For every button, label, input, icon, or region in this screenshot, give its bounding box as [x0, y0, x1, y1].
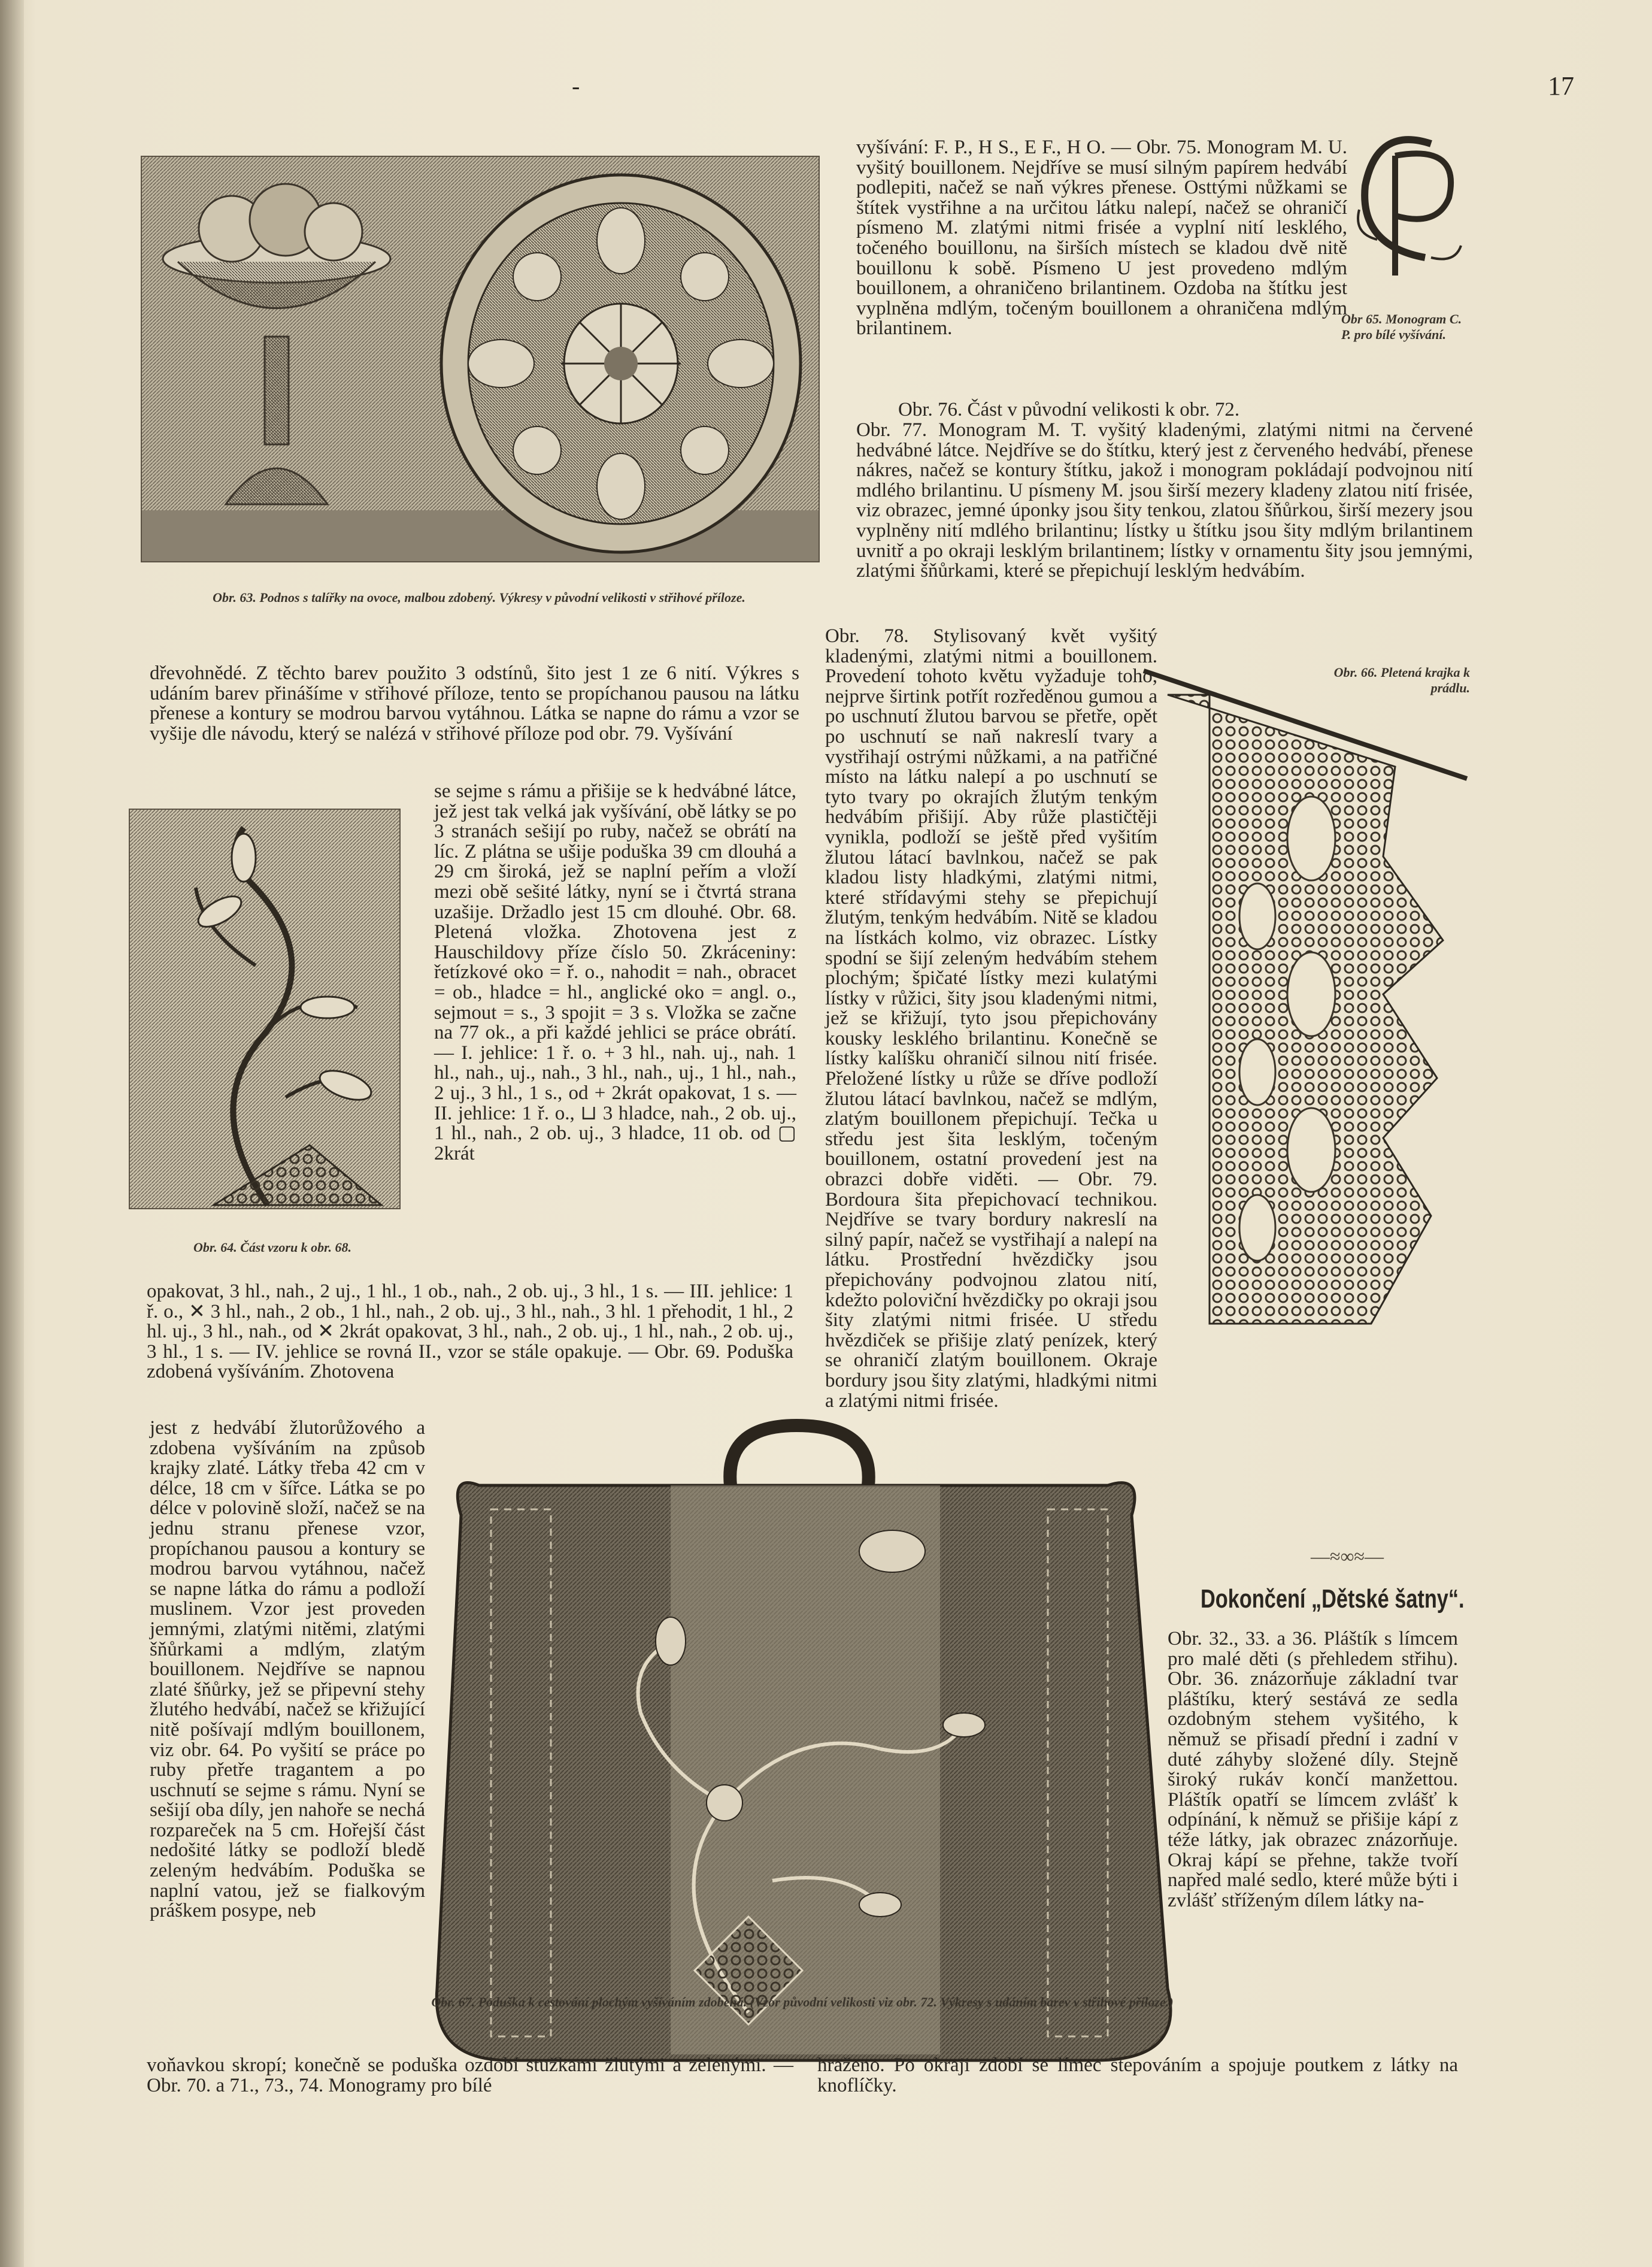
page-spine [0, 0, 24, 2267]
header-mark: - [572, 72, 580, 99]
text-obr78: Obr. 78. Stylisovaný květ vyšitý kladenými, zlatými nitmi a bouillonem. Provedení tohoto květu vyžaduje toho, nejprve širtink potřít rozředěnou gumou a po uschnutí žlutou barvou se přetře, opět po uschnutí se naň nakreslí tvary a vystřihají ostrými nůžkami, a na patřičné místo na látku nalepí a po uschnutí se tyto tvary po okrajích žlutým tenkým hedvábím přišijí. Aby růže plastičtěji vynikla, podloží se ještě před vyšitím žlutou látací bavlnkou, načež se pak kladou listy hladkými, zlatými nitmi, které střídavými stehy se přepichují žlutým, tenkým hedvábím. Nitě se kladou na lístkách kolmo, viz obrazec. Lístky spodní se šijí zeleným hedvábím stehem plochým; špičaté lístky mezi kulatými lístky v růžici, šity jsou kladenými nitmi, jež se křižují, tyto jsou přepichovány kousky lesklého brilantinu. Konečně se lístky kalíšku ohraničí silnou nití frisée. Přeložené lístky u růže se dříve podloží žlutou látací bavlnkou, načež se mdlým, zlatým bouillonem přepichují. Tečka u středu jest šita lesklým, točeným bouillonem, ostatní provedení jest na obrazci dobře viděti. — Obr. 79. Bordoura šita přepichovací technikou. Nejdříve se tvary bordury nakreslí na silný papír, načež se vystřihají a nalepí na látku. Prostřední hvězdičky jsou přepichovány podvojnou zlatou nití, kdežto poloviční hvězdičky po okraji jsou šity zlatými nitmi frisée. U středu hvězdiček se přišije zlatý penízek, který se ohraničí zlatým bouillonem. Okraje bordury jsou šity zlatými, hladkými nitmi a zlatými nitmi frisée. [825, 625, 1157, 1412]
text-column-right-end: hraženo. Po okraji zdobí se límec štepováním a spojuje poutkem z látky na knoflíčky. [817, 2054, 1458, 2096]
figure-67-caption: Obr. 67. Poduška k cestování plochým vyšíváním zdobená. (Vzor původní velikosti viz obr. 72. Výkresy s udáním barev v střihové příloze.) [431, 1994, 1174, 2009]
figure-63-illustration [141, 156, 820, 562]
figure-64-illustration [129, 809, 401, 1209]
text-column-left-mid: dřevohnědé. Z těchto barev použito 3 odstínů, šito jest 1 ze 6 nití. Výkres s udáním barev přinášíme v střihové příloze, tento se propíchanou pausou na látku přenese a kontury se modrou barvou vytáhnou. Látka se napne do rámu a vzor se vyšije dle návodu, který se nalézá v střihové příloze pod obr. 79. Vyšívání [150, 662, 799, 744]
page-number: 17 [1548, 71, 1574, 101]
figure-66-caption: Obr. 66. Pletená krajka k prádlu. [1333, 665, 1470, 695]
figure-66-illustration [1132, 659, 1485, 1330]
section-heading: Dokončení „Dětské šatny“. [1201, 1584, 1465, 1614]
figure-63-caption: Obr. 63. Podnos s talířky na ovoce, malbou zdobený. Výkresy v původní velikosti v střihové příloze. [213, 590, 745, 605]
section-ornament: —≈∞≈— [1311, 1545, 1384, 1567]
text-column-left-c: opakovat, 3 hl., nah., 2 uj., 1 hl., 1 ob., nah., 2 ob. uj., 3 hl., 1 s. — III. jehlice: 1 ř. o., ✕ 3 hl., nah., 2 ob., 1 hl., nah., 2 ob. uj., 3 hl., nah., 3 hl. 1 přehodit, 1 hl., 2 hl. uj., 3 hl., nah., od ✕ 2krát opakovat, 3 hl., nah., 2 ob. uj., 1 hl., nah., 2 ob. uj., 3 hl., 1 s. — IV. jehlice se rovná II., vzor se stále opakuje. — Obr. 69. Poduška zdobená vyšíváním. Zhotovena [147, 1281, 793, 1383]
knitted-lace-drawing [1132, 659, 1485, 1330]
text-column-right-bottom: Obr. 32., 33. a 36. Pláštík s límcem pro malé děti (s přehledem střihu). Obr. 36. znázorňuje základní tvar pláštíku, který sestává ze sedla ozdobným stehem vyšitého, k němuž se přisadí přední i zadní v duté záhyby složené díly. Stejně široký rukáv končí manžettou. Pláštík opatří se límcem zvlášť k odpínání, k němuž se přišije kápí z téže látky, jak obrazec znázorňuje. Okraj kápí se přehne, takže tvoří napřed malé sedlo, které může býti i zvlášť stříženým dílem látky na- [1168, 1628, 1458, 1911]
ornament-pattern-drawing [130, 810, 399, 1208]
text-obr76: Obr. 76. Část v původní velikosti k obr. 72. [898, 399, 1240, 420]
figure-65-illustration [1341, 120, 1473, 282]
tray-fruit-drawing [142, 157, 819, 561]
text-column-mid-b: se sejme s rámu a přišije se k hedvábné látce, jež jest tak velká jak vyšívání, obě látky se po 3 stranách sešijí po ruby, načež se obrátí na líc. Z plátna se ušije poduška 39 cm dlouhá a 29 cm široká, jež se naplní peřím a vloží mezi obě sešité látky, nyní se i čtvrtá strana uzašije. Držadlo jest 15 cm dlouhé. Obr. 68. Pletená vložka. Zhotovena jest z Hauschildovy příze číslo 50. Zkráceniny: řetízkové oko = ř. o., nahodit = nah., obracet = ob., hladce = hl., anglické oko = angl. o., sejmout = s., 3 spojit = 3 s. Vložka se začne na 77 ok., a při každé jehlici se práce obrátí. — I. jehlice: 1 ř. o. + 3 hl., nah. uj., nah. 1 hl., nah., uj., nah., 3 hl., nah., uj., 1 hl., nah., 2 uj., 3 hl., 1 s., od + 2krát opakovat, 1 s. — II. jehlice: 1 ř. o., ⊔ 3 hladce, nah., 2 ob. uj., 1 hl., nah., 2 ob. uj., 3 hladce, 11 ob. od ▢ 2krát [434, 780, 796, 1164]
text-column-right-top: vyšívání: F. P., H S., E F., H O. — Obr. 75. Monogram M. U. vyšitý bouillonem. Nejdříve se musí silným papírem hedvábí podlepiti, načež se naň výkres přenese. Osttými nůžkami se štítek vystřihne a na určitou látku nalepí, načež se ohraničí písmeno M. zlatými nitmi frisée a vyplní nití lesklého, točeného bouillonu, na širších místech se kladou dvě nitě bouillonu k sobě. Písmeno U jest provedeno mdlým bouillonem, a ohraničeno brilantinem. Ozdoba na štítku jest vyplněna mdlým, točeným bouillonem a ohraničena mdlým brilantinem. [856, 137, 1347, 340]
text-column-left-d: jest z hedvábí žlutorůžového a zdobena vyšíváním na způsob krajky zlaté. Látky třeba 42 cm v délce, 18 cm v šířce. Látka se po délce v polovině složí, načež se na jednu stranu přenese vzor, propíchanou pausou a kontury se modrou barvou vytáhnou, načež se napne látka do rámu a podloží muslinem. Vzor jest proveden jemnými, zlatými nitěmi, zlatými šňůrkami a mdlým, zlatým bouillonem. Nejdříve se napnou zlaté šňůrky, jež se připevní stehy žlutého hedvábí, načež se křižující nitě pošívají mdlým bouillonem, viz obr. 64. Po vyšití se práce po ruby přetře tragantem a po uschnutí se sejme s rámu. Nyní se sešijí oba díly, jen nahoře se nechá rozpareček na 5 cm. Hořejší část nedošité látky se podloží bledě zeleným hedvábím. Poduška se naplní vatou, jež se fialkovým práškem posype, neb [150, 1417, 425, 1922]
text-column-left-e: voňavkou skropí; konečně se poduška ozdobí stužkami žlutými a zelenými. — Obr. 70. a 71., 73., 74. Monogramy pro bílé [147, 2054, 793, 2096]
figure-64-caption: Obr. 64. Část vzoru k obr. 68. [193, 1240, 352, 1255]
monogram-cp-drawing [1341, 120, 1473, 282]
figure-65-caption: Obr 65. Monogram C. P. pro bílé vyšívání. [1341, 311, 1462, 342]
text-obr77: Obr. 77. Monogram M. T. vyšitý kladenými, zlatými nitmi na červené hedvábné látce. Nejdříve se do štítku, který jest z červeného hedvábí, přenese nákres, načež se kontury štítku, jakož i monogram pokládají podvojnou nití mdlého brilantinu. U písmeny M. jsou širší mezery kladeny zlatou nití frisée, viz obrazec, jemné úponky jsou šity tenkou, zlatou šňůrkou, širší mezery jsou vyplněny nití mdlého brilantinu; lístky u štítku jsou šity mdlým brilantinem uvnitř a po okraji lesklým brilantinem; lístky v ornamentu šity jsou jemnými, zlatými šňůrkami, které se přepichují lesklým hedvábím. [856, 419, 1473, 582]
